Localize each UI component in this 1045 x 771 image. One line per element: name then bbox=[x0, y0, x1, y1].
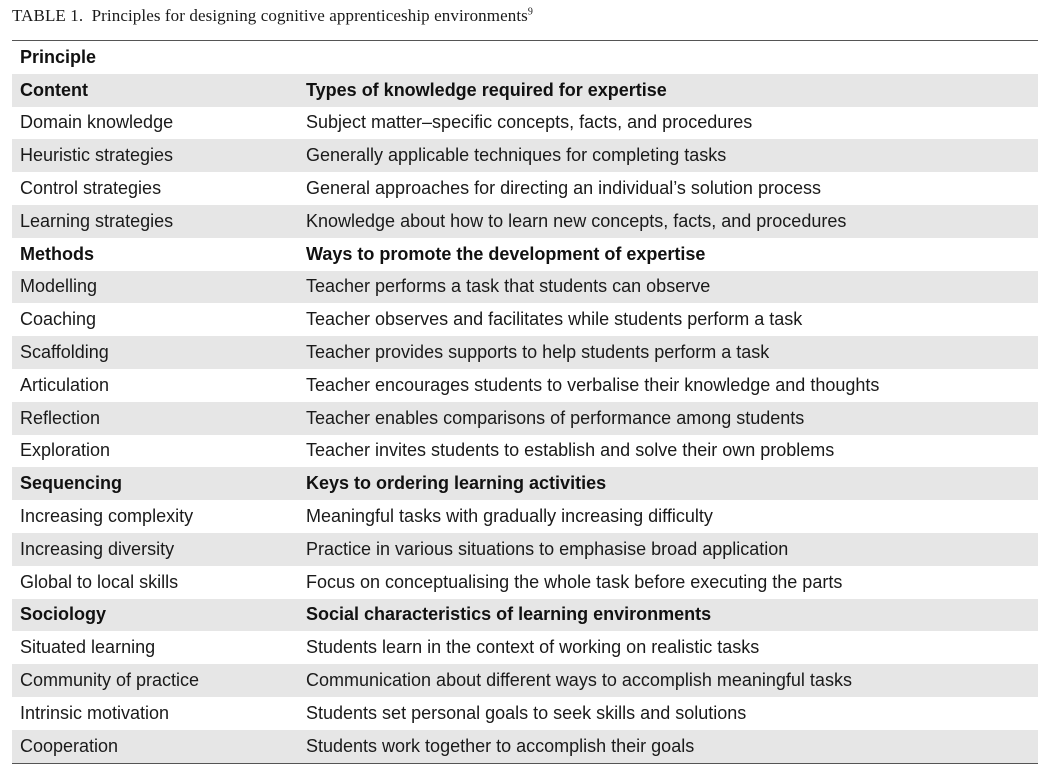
principle-cell: Domain knowledge bbox=[20, 112, 174, 133]
table-row bbox=[12, 566, 1038, 599]
table-row bbox=[12, 664, 1038, 697]
principle-cell: Intrinsic motivation bbox=[20, 702, 170, 723]
section-description-cell: Types of knowledge required for expertise bbox=[298, 74, 1038, 107]
section-description-cell: Ways to promote the development of expertise bbox=[306, 243, 706, 264]
table-row bbox=[12, 402, 1038, 435]
table-row bbox=[12, 435, 1038, 468]
table-caption-reference: 9 bbox=[527, 6, 533, 18]
table-header-row bbox=[12, 41, 1038, 74]
table-section-row bbox=[12, 467, 1038, 500]
principle-cell: Reflection bbox=[12, 402, 298, 435]
table-row bbox=[12, 172, 1038, 205]
principle-cell: Increasing complexity bbox=[20, 506, 194, 527]
principle-cell: Exploration bbox=[20, 440, 111, 461]
section-description-cell: Keys to ordering learning activities bbox=[298, 467, 1038, 500]
principle-cell: Cooperation bbox=[12, 730, 298, 763]
section-heading-cell: Methods bbox=[20, 243, 94, 264]
table-header bbox=[12, 41, 1038, 74]
section-heading-cell: Sequencing bbox=[12, 467, 298, 500]
table-row bbox=[12, 369, 1038, 402]
table-row bbox=[12, 107, 1038, 140]
principle-cell: Scaffolding bbox=[12, 336, 298, 369]
principle-cell: Control strategies bbox=[20, 178, 162, 199]
table-row bbox=[12, 205, 1038, 238]
principle-cell: Learning strategies bbox=[12, 205, 298, 238]
principle-cell: Global to local skills bbox=[20, 571, 179, 592]
table-row bbox=[12, 139, 1038, 172]
table-caption-label: TABLE 1. bbox=[12, 6, 84, 25]
column-header-description bbox=[298, 41, 1038, 74]
description-cell: Teacher provides supports to help students perform a task bbox=[298, 336, 1038, 369]
description-cell: Teacher encourages students to verbalise their knowledge and thoughts bbox=[306, 374, 880, 395]
table-row bbox=[12, 303, 1038, 336]
description-cell: Subject matter–specific concepts, facts, and procedures bbox=[306, 112, 753, 133]
table-section-row bbox=[12, 599, 1038, 632]
description-cell: General approaches for directing an individual’s solution process bbox=[306, 178, 821, 199]
principle-cell: Increasing diversity bbox=[12, 533, 298, 566]
table-section-row bbox=[12, 74, 1038, 107]
principles-table bbox=[12, 40, 1038, 764]
description-cell: Generally applicable techniques for completing tasks bbox=[298, 139, 1038, 172]
description-cell: Teacher enables comparisons of performance among students bbox=[298, 402, 1038, 435]
table-row bbox=[12, 533, 1038, 566]
description-cell: Students work together to accomplish their goals bbox=[298, 730, 1038, 763]
principle-cell: Modelling bbox=[12, 271, 298, 304]
description-cell: Communication about different ways to accomplish meaningful tasks bbox=[298, 664, 1038, 697]
table-section-row bbox=[12, 238, 1038, 271]
principle-cell: Situated learning bbox=[20, 637, 156, 658]
section-description-cell: Social characteristics of learning environments bbox=[298, 599, 1038, 632]
table-row bbox=[12, 336, 1038, 369]
table-row bbox=[12, 631, 1038, 664]
description-cell: Students learn in the context of working on realistic tasks bbox=[306, 637, 760, 658]
table-caption-title: Principles for designing cognitive apprenticeship environments bbox=[91, 6, 528, 25]
table-row bbox=[12, 730, 1038, 763]
description-cell: Meaningful tasks with gradually increasing difficulty bbox=[306, 506, 713, 527]
table-row bbox=[12, 697, 1038, 730]
description-cell: Students set personal goals to seek skills and solutions bbox=[306, 702, 747, 723]
section-heading-cell: Content bbox=[12, 74, 298, 107]
principle-cell: Community of practice bbox=[12, 664, 298, 697]
principle-cell: Heuristic strategies bbox=[12, 139, 298, 172]
table-caption bbox=[12, 6, 533, 26]
description-cell: Teacher invites students to establish and solve their own problems bbox=[306, 440, 835, 461]
principle-cell: Coaching bbox=[20, 309, 97, 330]
principles-table-container bbox=[12, 40, 1038, 764]
description-cell: Teacher performs a task that students can observe bbox=[298, 271, 1038, 304]
description-cell: Practice in various situations to emphasise broad application bbox=[298, 533, 1038, 566]
section-heading-cell: Sociology bbox=[12, 599, 298, 632]
table-row bbox=[12, 500, 1038, 533]
column-header-principle: Principle bbox=[20, 46, 97, 67]
table-row bbox=[12, 271, 1038, 304]
principle-cell: Articulation bbox=[20, 374, 110, 395]
description-cell: Focus on conceptualising the whole task before executing the parts bbox=[306, 571, 843, 592]
description-cell: Knowledge about how to learn new concepts, facts, and procedures bbox=[298, 205, 1038, 238]
description-cell: Teacher observes and facilitates while students perform a task bbox=[306, 309, 803, 330]
table-body bbox=[12, 74, 1038, 763]
